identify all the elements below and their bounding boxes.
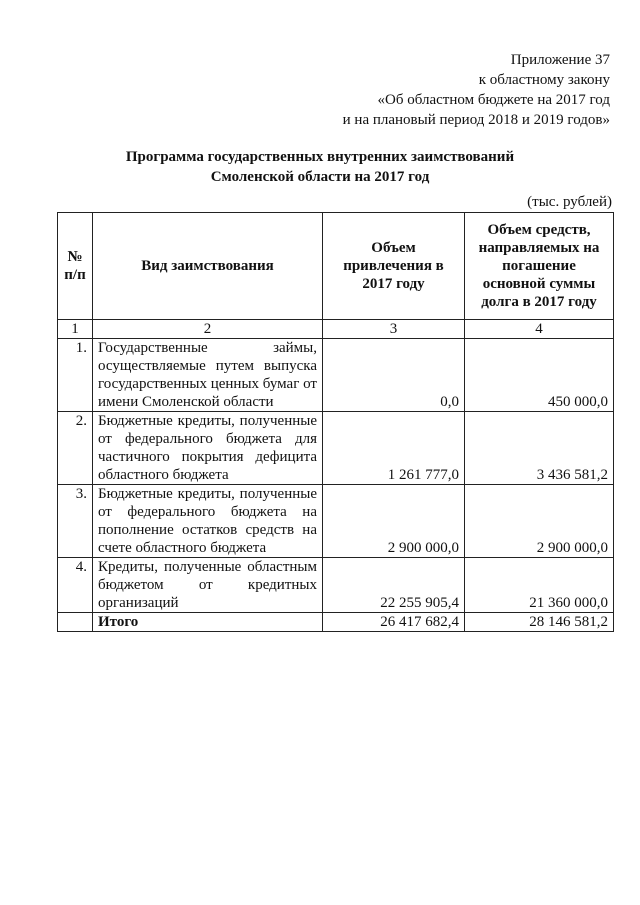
column-number: 2 xyxy=(93,320,323,339)
table-row xyxy=(58,412,614,485)
column-numbers-row xyxy=(58,320,614,339)
total-repaid-amount: 28 146 581,2 xyxy=(465,613,614,632)
row-repaid-amount: 21 360 000,0 xyxy=(465,558,614,613)
table-row xyxy=(58,485,614,558)
appendix-line: и на плановый период 2018 и 2019 годов» xyxy=(342,112,610,128)
row-raised-amount: 1 261 777,0 xyxy=(323,412,465,485)
table-header-row xyxy=(58,213,614,320)
appendix-header xyxy=(343,50,610,130)
appendix-line: Приложение 37 xyxy=(510,52,610,68)
header-raised-volume: Объем привлечения в 2017 году xyxy=(323,213,465,320)
row-borrowing-type: Государственные займы, осуществляемые путем выпуска государственных ценных бумаг от имени Смоленской области xyxy=(93,339,323,412)
table-row xyxy=(58,339,614,412)
row-borrowing-type: Бюджетные кредиты, полученные от федерального бюджета на пополнение остатков средств на счете областного бюджета xyxy=(93,485,323,558)
title-line: Программа государственных внутренних заимствований xyxy=(125,149,515,165)
row-raised-amount: 2 900 000,0 xyxy=(323,485,465,558)
header-number: № п/п xyxy=(58,213,93,320)
column-number: 4 xyxy=(465,320,614,339)
title-line: Смоленской области на 2017 год xyxy=(210,169,430,185)
header-borrowing-type: Вид заимствования xyxy=(93,213,323,320)
column-number: 3 xyxy=(323,320,465,339)
row-repaid-amount: 2 900 000,0 xyxy=(465,485,614,558)
row-borrowing-type: Бюджетные кредиты, полученные от федерального бюджета для частичного покрытия дефицита областного бюджета xyxy=(93,412,323,485)
row-number: 2. xyxy=(58,412,93,485)
row-raised-amount: 0,0 xyxy=(323,339,465,412)
borrowing-program-table xyxy=(57,212,614,632)
table-row xyxy=(58,558,614,613)
row-number: 3. xyxy=(58,485,93,558)
column-number: 1 xyxy=(58,320,93,339)
row-repaid-amount: 450 000,0 xyxy=(465,339,614,412)
row-repaid-amount: 3 436 581,2 xyxy=(465,412,614,485)
row-borrowing-type: Кредиты, полученные областным бюджетом от кредитных организаций xyxy=(93,558,323,613)
appendix-line: к областному закону xyxy=(478,72,610,88)
header-repaid-volume: Объем средств, направляемых на погашение основной суммы долга в 2017 году xyxy=(465,213,614,320)
total-number-cell xyxy=(58,613,93,632)
total-row xyxy=(58,613,614,632)
appendix-line: «Об областном бюджете на 2017 год xyxy=(377,92,610,108)
total-raised-amount: 26 417 682,4 xyxy=(323,613,465,632)
row-number: 4. xyxy=(58,558,93,613)
total-label: Итого xyxy=(93,613,323,632)
row-number: 1. xyxy=(58,339,93,412)
document-title xyxy=(0,147,640,187)
row-raised-amount: 22 255 905,4 xyxy=(323,558,465,613)
units-note: (тыс. рублей) xyxy=(527,194,612,210)
